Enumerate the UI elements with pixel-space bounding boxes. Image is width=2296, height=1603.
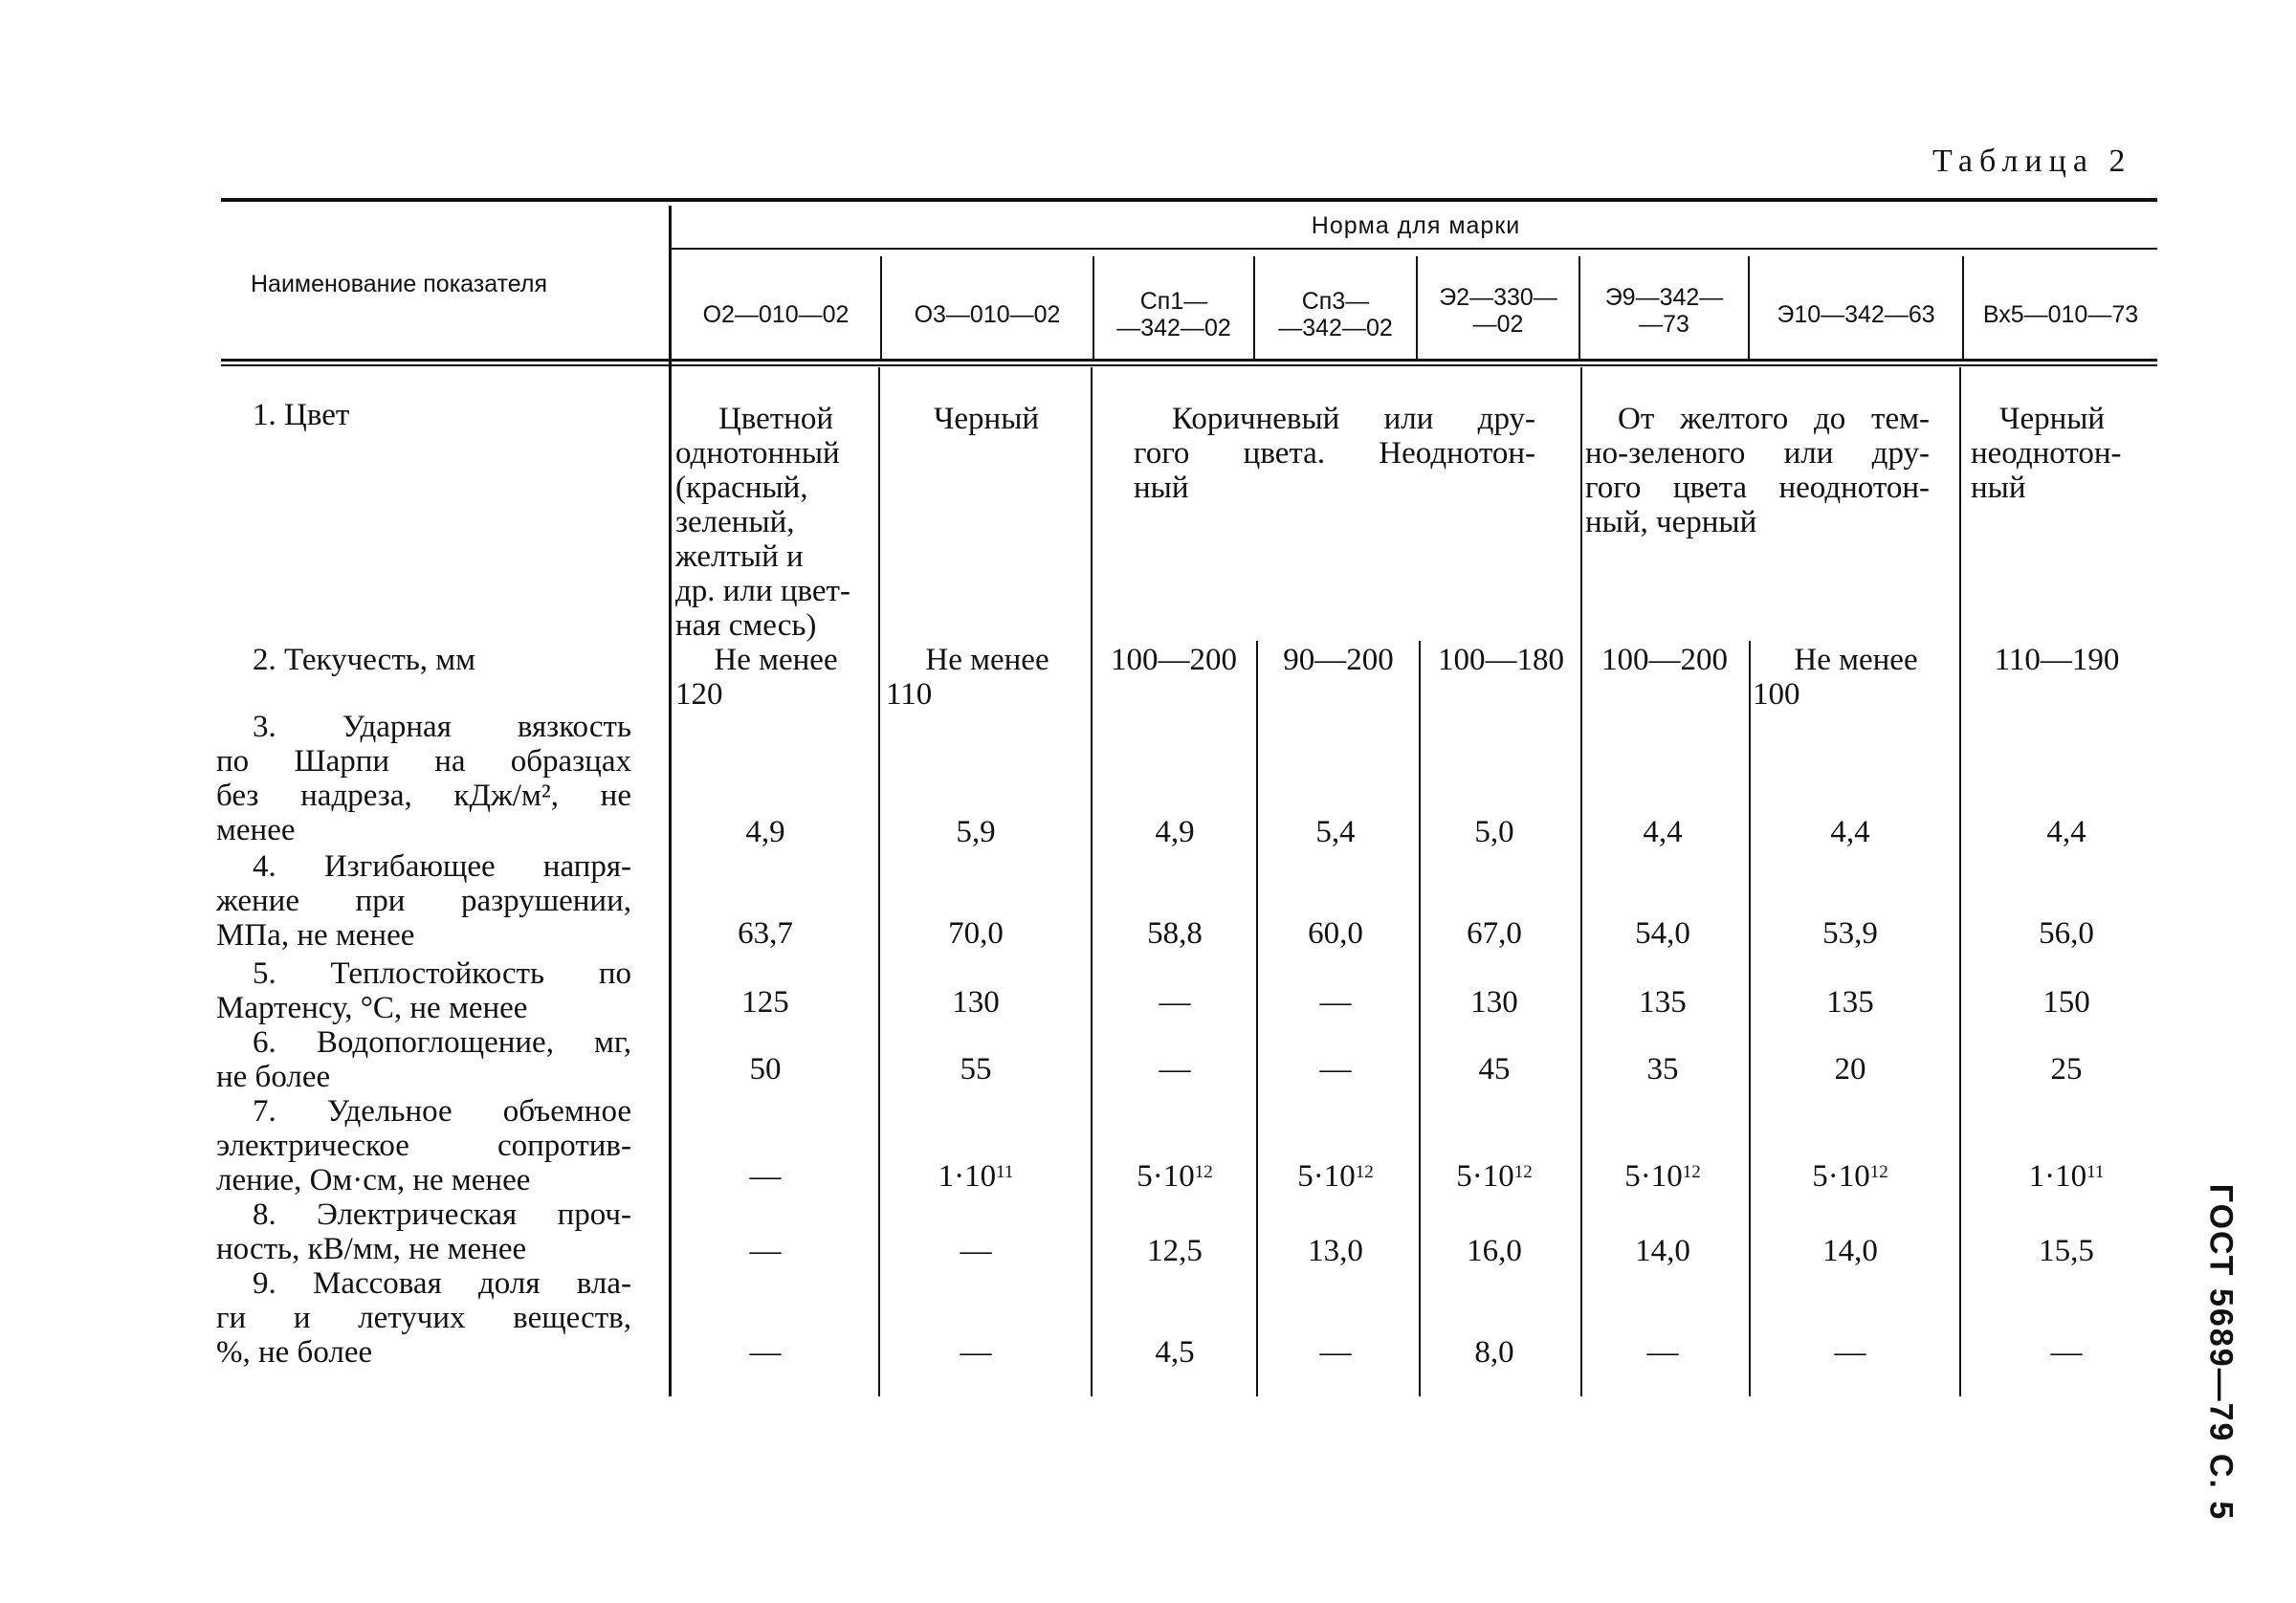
colour-line: ная смесь) (675, 608, 817, 643)
value-cell: 12,5 (1147, 1234, 1203, 1268)
grade-header: Э10—342—63 (1777, 301, 1935, 328)
colour-line: (красный, (675, 471, 808, 505)
fluidity-cell (1422, 643, 1580, 677)
row-name-line: 8. Электрическая проч- (253, 1197, 631, 1232)
value-cell: 4,5 (1155, 1335, 1195, 1370)
top-rule (221, 198, 2157, 202)
row-name-line: 4. Изгибающее напря- (253, 849, 631, 884)
value-cell: $5\cdot 10^{12}$ (1624, 1159, 1701, 1194)
value-cell: 4,4 (1830, 815, 1870, 849)
colour-line: неоднотон- (1971, 436, 2122, 471)
gost-page-label: ГОСТ 5689—79 С. 5 (2202, 1183, 2240, 1522)
fluidity-line: 100—200 (1601, 643, 1728, 677)
row-name (216, 710, 631, 847)
value-cell: — (2050, 1335, 2083, 1370)
colour-line: ный (1134, 471, 1189, 505)
row-name-line: ги и летучих веществ, (216, 1301, 631, 1335)
fluidity-cell (1753, 643, 1959, 712)
value-cell: 125 (741, 985, 789, 1020)
value-cell: 135 (1639, 985, 1687, 1020)
row-name (216, 398, 631, 432)
row-name (216, 643, 631, 677)
value-cell: $1\cdot 10^{11}$ (938, 1159, 1014, 1194)
colour-line: гого цвета неоднотон- (1585, 471, 1930, 505)
row-name-line: МПа, не менее (216, 918, 415, 953)
fluidity-cell (1094, 643, 1253, 677)
value-cell: $5\cdot 10^{12}$ (1456, 1159, 1533, 1194)
fluidity-line: 100 (1753, 677, 1800, 712)
grade-header: Сп3— —342—02 (1278, 288, 1393, 341)
row-name-line: 3. Ударная вязкость (253, 710, 631, 744)
header-rule-1 (221, 359, 2157, 362)
value-cell: 20 (1834, 1052, 1866, 1087)
colour-line: Коричневый или дру- (1172, 402, 1535, 436)
fluidity-line: Не менее (925, 643, 1049, 677)
value-cell: 58,8 (1147, 916, 1203, 951)
row-name-line: Мартенсу, °С, не менее (216, 991, 528, 1025)
grade-header: Э2—330— —02 (1439, 284, 1557, 338)
value-cell: — (1159, 1052, 1191, 1087)
value-cell: 150 (2042, 985, 2090, 1020)
row-name-line: менее (216, 813, 296, 847)
row-name-line: без надреза, кДж/м², не (216, 779, 631, 813)
side-label (2176, 1180, 2264, 1525)
row-name-line: ность, кВ/мм, не менее (216, 1232, 527, 1266)
grade-header: Сп1— —342—02 (1116, 288, 1231, 341)
value-cell: 70,0 (948, 916, 1004, 951)
row-name-line: 2. Текучесть, мм (253, 643, 476, 677)
row-name-line: 1. Цвет (253, 398, 350, 432)
value-cell: 14,0 (1635, 1234, 1690, 1268)
fluidity-cell (1963, 643, 2151, 677)
colour-line: но-зеленого или дру- (1585, 436, 1930, 471)
row-name (216, 1094, 631, 1197)
row-name-line: 7. Удельное объемное (253, 1094, 631, 1129)
value-cell: 4,4 (2046, 815, 2086, 849)
colour-cell (1971, 402, 2152, 505)
colour-line: желтый и (675, 539, 804, 574)
colour-line: др. или цвет- (675, 574, 850, 608)
value-cell: 135 (1826, 985, 1874, 1020)
grade-header: Э9—342— —73 (1604, 284, 1724, 338)
row-name-line: по Шарпи на образцах (216, 744, 631, 779)
value-cell: $5\cdot 10^{12}$ (1812, 1159, 1888, 1194)
value-cell: — (1159, 985, 1191, 1020)
row-name-line: 5. Теплостойкость по (253, 956, 631, 991)
row-name-line: жение при разрушении, (216, 884, 631, 918)
fluidity-cell (1582, 643, 1747, 677)
row-name-line: 6. Водопоглощение, мг, (253, 1025, 631, 1060)
body-col-divider (1749, 641, 1751, 1396)
value-cell: 5,4 (1315, 815, 1356, 849)
value-cell: $5\cdot 10^{12}$ (1137, 1159, 1213, 1194)
value-cell: 56,0 (2039, 916, 2094, 951)
value-cell: 50 (749, 1052, 782, 1087)
row-name-line: 9. Массовая доля вла- (253, 1266, 631, 1301)
value-cell: $5\cdot 10^{12}$ (1297, 1159, 1374, 1194)
value-cell: 55 (960, 1052, 992, 1087)
value-cell: 16,0 (1467, 1234, 1522, 1268)
colour-line: Черный (933, 402, 1040, 436)
value-cell: 4,9 (745, 815, 785, 849)
param-divider (669, 206, 672, 1396)
row-name (216, 956, 631, 1025)
row-name-line: не более (216, 1060, 331, 1094)
colour-line: ный (1971, 471, 2026, 505)
value-cell: 54,0 (1635, 916, 1690, 951)
fluidity-cell (1259, 643, 1418, 677)
value-cell: — (960, 1234, 992, 1268)
value-cell: — (749, 1335, 782, 1370)
value-cell: 130 (1470, 985, 1518, 1020)
value-cell: — (960, 1335, 992, 1370)
fluidity-line: 90—200 (1283, 643, 1394, 677)
colour-cell (884, 402, 1089, 436)
value-cell: 8,0 (1474, 1335, 1514, 1370)
value-cell: 35 (1646, 1052, 1679, 1087)
fluidity-line: 100—180 (1438, 643, 1564, 677)
fluidity-cell (675, 643, 876, 712)
colour-cell (675, 402, 876, 643)
row-name (216, 849, 631, 953)
value-cell: — (1834, 1335, 1866, 1370)
grade-header: О2—010—02 (702, 301, 850, 328)
colour-cell (1134, 402, 1535, 505)
colour-line: ный, черный (1585, 505, 1757, 539)
value-cell: 14,0 (1822, 1234, 1878, 1268)
value-cell: 67,0 (1467, 916, 1522, 951)
value-cell: — (1319, 1052, 1352, 1087)
fluidity-line: Не менее (714, 643, 838, 677)
fluidity-line: 110—190 (1994, 643, 2120, 677)
norm-rule (670, 248, 2157, 250)
fluidity-cell (886, 643, 1089, 712)
row-name (216, 1266, 631, 1370)
value-cell: 5,0 (1474, 815, 1514, 849)
fluidity-line: 120 (675, 677, 723, 712)
value-cell: 63,7 (738, 916, 793, 951)
row-name (216, 1025, 631, 1094)
value-cell: — (749, 1234, 782, 1268)
table-caption: Таблица 2 (1932, 143, 2132, 179)
colour-cell (1585, 402, 1930, 539)
fluidity-line: Не менее (1794, 643, 1918, 677)
value-cell: 45 (1478, 1052, 1511, 1087)
body-col-divider (1959, 367, 1961, 1396)
value-cell: 4,4 (1643, 815, 1683, 849)
grade-header: Вх5—010—73 (1982, 301, 2139, 328)
row-name-line: %, не более (216, 1335, 373, 1370)
value-cell: — (1319, 985, 1352, 1020)
value-cell: 53,9 (1822, 916, 1878, 951)
value-cell: — (1646, 1335, 1679, 1370)
norm-header: Норма для марки (1311, 212, 1521, 239)
value-cell: 60,0 (1308, 916, 1363, 951)
value-cell: $1\cdot 10^{11}$ (2028, 1159, 2105, 1194)
body-col-divider (878, 367, 880, 1396)
row-name-line: электрическое сопротив- (216, 1129, 631, 1163)
colour-line: От желтого до тем- (1618, 402, 1930, 436)
colour-line: Черный (1999, 402, 2106, 436)
value-cell: 130 (952, 985, 1000, 1020)
colour-line: зеленый, (675, 505, 795, 539)
colour-line: гого цвета. Неоднотон- (1134, 436, 1535, 471)
value-cell: — (749, 1159, 782, 1194)
grade-header: О3—010—02 (914, 301, 1061, 328)
param-header: Наименование показателя (251, 271, 547, 297)
value-cell: 4,9 (1155, 815, 1195, 849)
row-name-line: ление, Ом·см, не менее (216, 1163, 531, 1197)
colour-line: Цветной (718, 402, 834, 436)
value-cell: 5,9 (956, 815, 996, 849)
fluidity-line: 100—200 (1111, 643, 1237, 677)
header-rule-2 (221, 364, 2157, 366)
value-cell: 13,0 (1308, 1234, 1363, 1268)
value-cell: 25 (2050, 1052, 2083, 1087)
colour-line: однотонный (675, 436, 840, 471)
row-name (216, 1197, 631, 1266)
value-cell: — (1319, 1335, 1352, 1370)
value-cell: 15,5 (2039, 1234, 2094, 1268)
fluidity-line: 110 (886, 677, 933, 712)
